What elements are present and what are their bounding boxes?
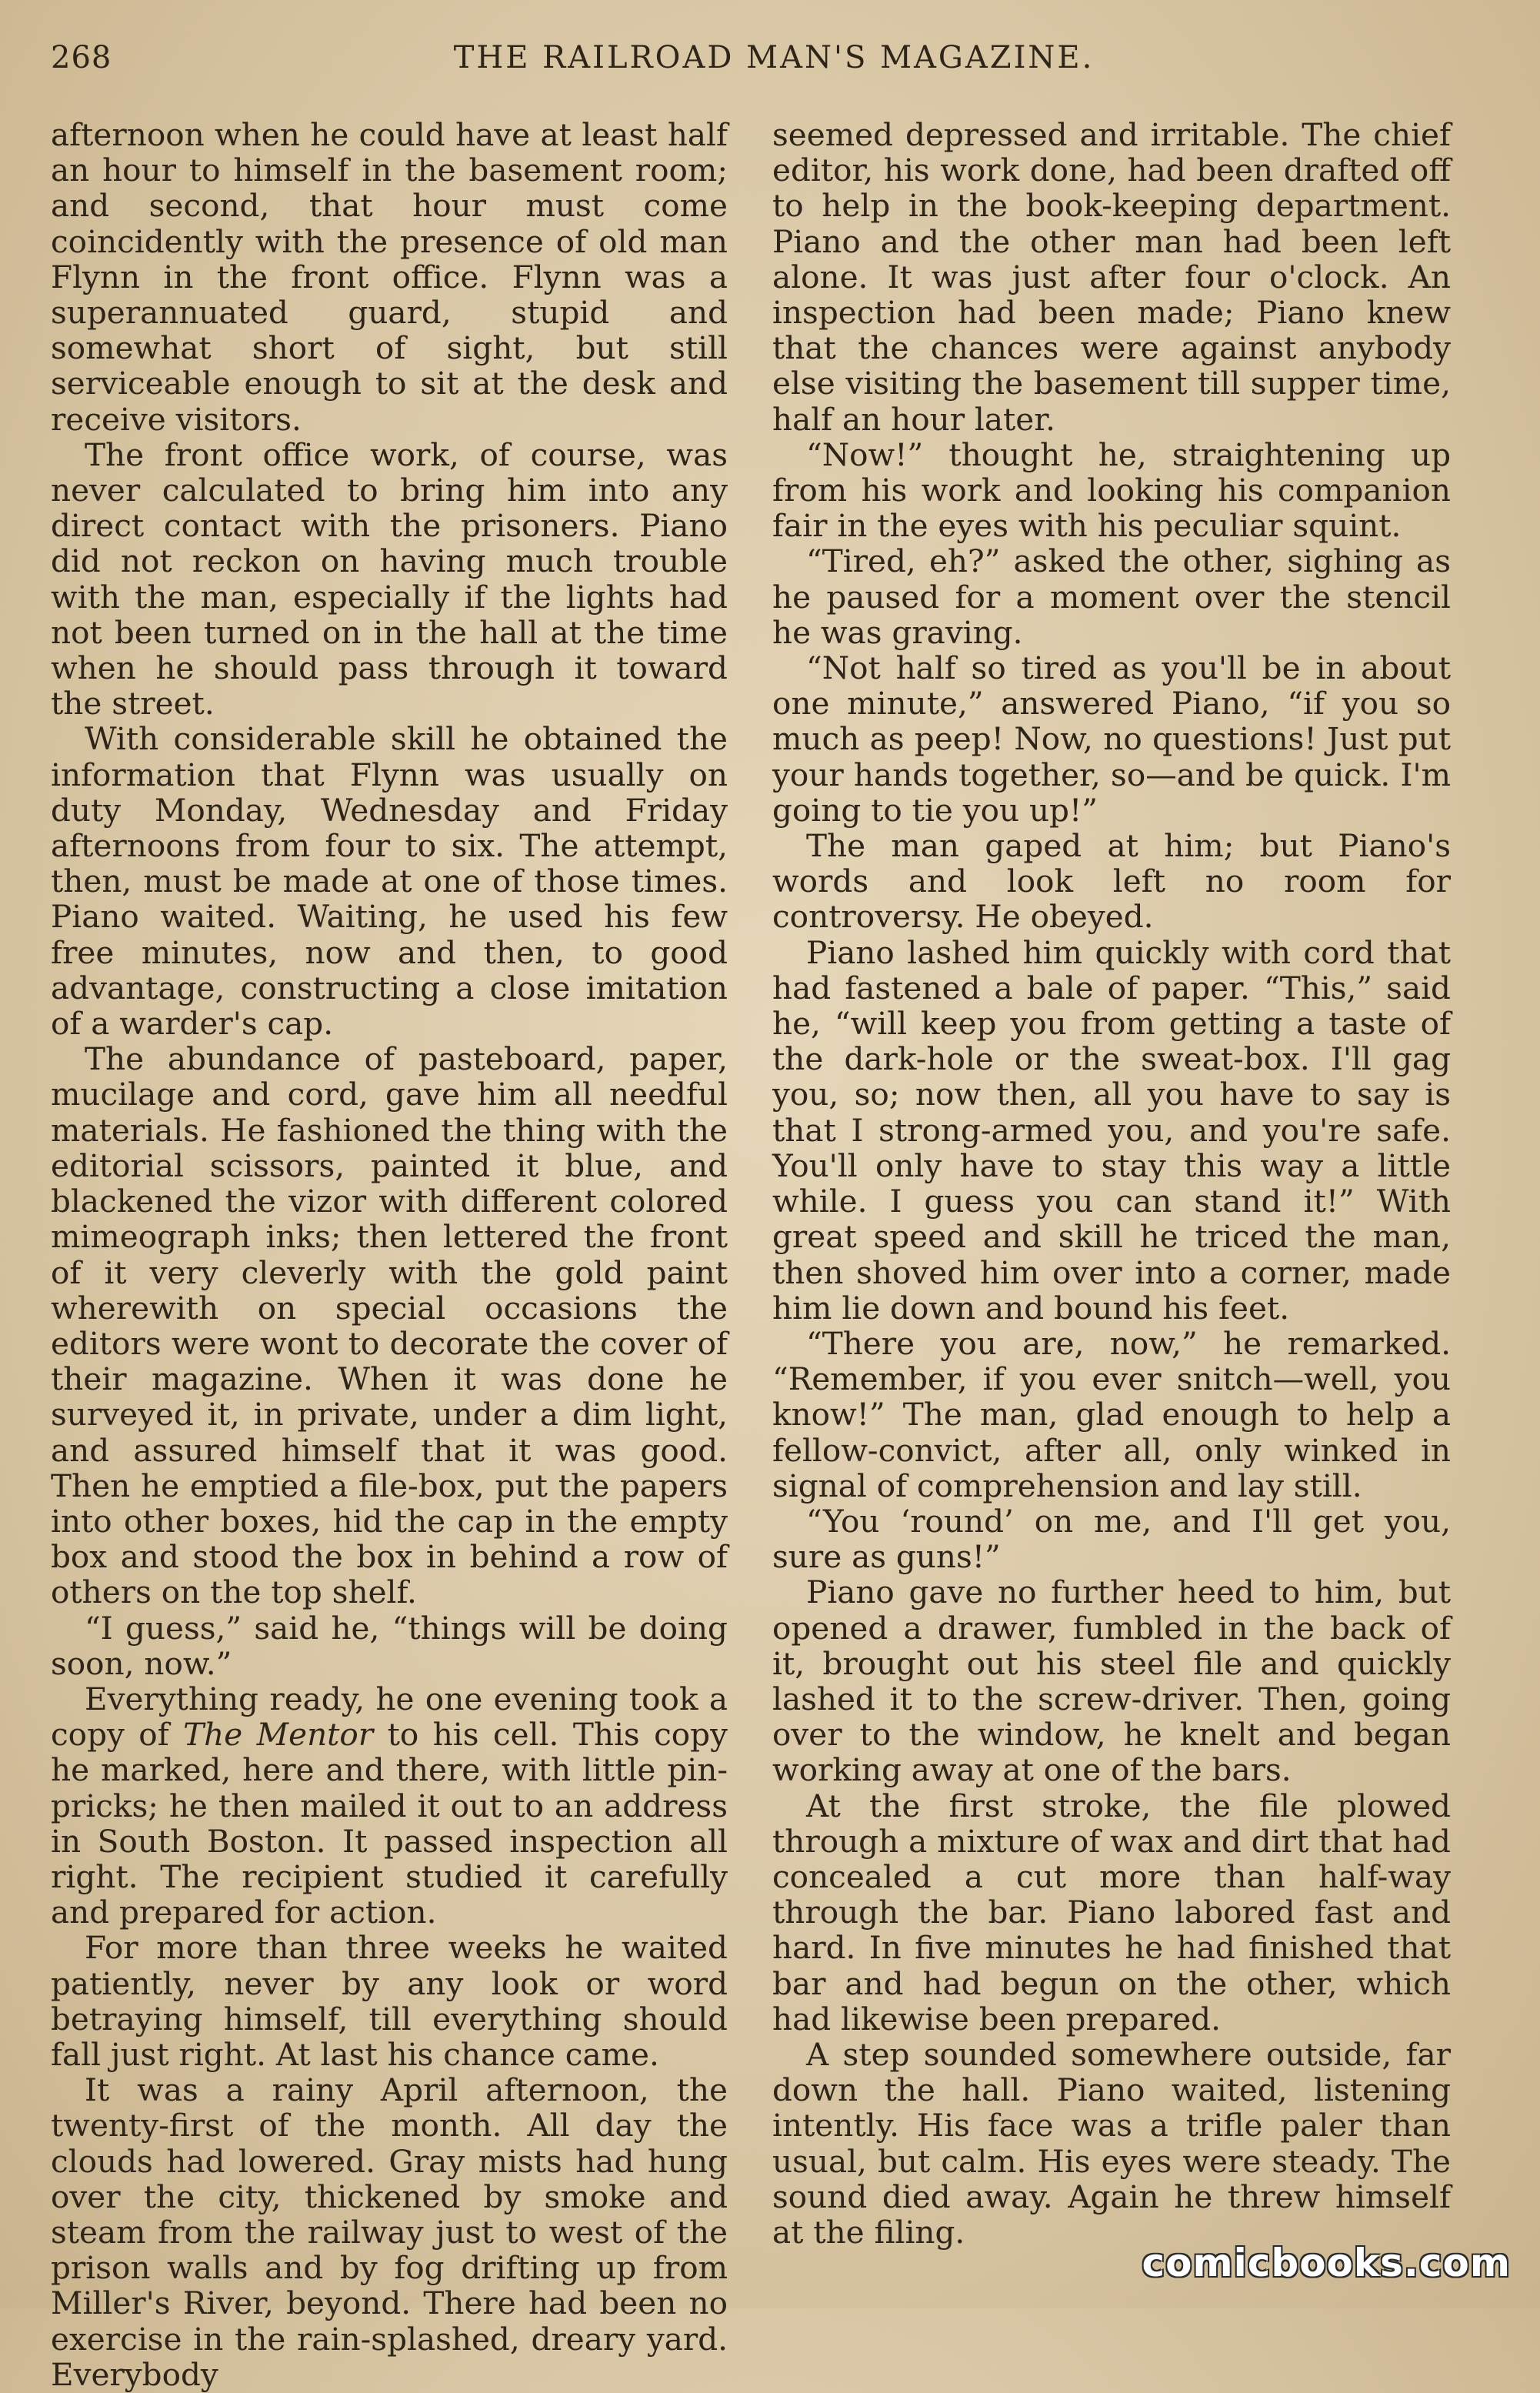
paragraph: “There you are, now,” he remarked. “Remember, if you ever snitch—well, you know!” The man, glad enough to help a fellow-convict, after all, only winked in signal of comprehension and lay still. [772,1324,1451,1504]
paragraph: At the first stroke, the file plowed through a mixture of wax and dirt that had concealed a cut more than half-way through the bar. Piano labored fast and hard. In five minutes he had finished that bar and had begun on the other, which had likewise been prepared. [772,1787,1451,2038]
paragraph: A step sounded somewhere outside, far down the hall. Piano waited, listening intently. His face was a trifle paler than usual, but calm. His eyes were steady. The sound died away. Again he threw himself at the filing. [772,2035,1451,2251]
magazine-title: The Mentor [183,1716,374,1754]
running-title: THE RAILROAD MAN'S MAGAZINE. [453,40,1095,75]
paragraph: The front office work, of course, was never calculated to bring him into any direct contact with the prisoners. Piano did not reckon on having much trouble with the man, especially if the lights had not been turned on in the hall at the time when he should pass through it toward the street. [51,436,728,723]
text-run: to his cell. This copy he marked, here and there, with little pin-pricks; he then mailed it out to an address in South Boston. It passed inspection all right. The recipient studied it carefully and prepared for action. [51,1716,728,1931]
paragraph: The abundance of pasteboard, paper, mucilage and cord, gave him all needful materials. He fashioned the thing with the editorial scissors, painted it blue, and blackened the vizor with different colored mimeograph inks; then lettered the front of it very cleverly with the gold paint wherewith on special occasions the editors were wont to decorate the cover of their magazine. When it was done he surveyed it, in private, under a dim light, and assured himself that it was good. Then he emptied a file-box, put the papers into other boxes, hid the cap in the empty box and stood the box in behind a row of others on the top shelf. [51,1040,728,1611]
paragraph: “Now!” thought he, straightening up from his work and looking his companion fair in the eyes with his peculiar squint. [772,436,1451,545]
paragraph: For more than three weeks he waited patiently, never by any look or word betraying himself, till everything should fall just right. At last his chance came. [51,1929,728,2073]
paragraph-mentor [51,1681,728,1930]
paragraph: “I guess,” said he, “things will be doing soon, now.” [51,1609,728,1682]
paragraph: “Not half so tired as you'll be in about one minute,” answered Piano, “if you so much as peep! Now, no questions! Just put your hands together, so—and be quick. I'm going to tie you up!” [772,649,1451,829]
left-column [51,117,728,2392]
paragraph: It was a rainy April afternoon, the twenty-first of the month. All day the clouds had lowered. Gray mists had hung over the city, thickened by smoke and steam from the railway just to west of the prison walls and by fog drifting up from Miller's River, beyond. There had been no exercise in the rain-splashed, dreary yard. Everybody [51,2071,728,2393]
paragraph: afternoon when he could have at least half an hour to himself in the basement room; and second, that hour must come coincidently with the presence of old man Flynn in the front office. Flynn was a superannuated guard, stupid and somewhat short of sight, but still serviceable enough to sit at the desk and receive visitors. [51,116,728,438]
paragraph: Piano lashed him quickly with cord that had fastened a bale of paper. “This,” said he, “will keep you from getting a taste of the dark-hole or the sweat-box. I'll gag you, so; now then, all you have to say is that I strong-armed you, and you're safe. You'll only have to stay this way a little while. I guess you can stand it!” With great speed and skill he triced the man, then shoved him over into a corner, made him lie down and bound his feet. [772,933,1451,1327]
paragraph: “Tired, eh?” asked the other, sighing as he paused for a moment over the stencil he was graving. [772,542,1451,651]
paragraph: The man gaped at him; but Piano's words and look left no room for controversy. He obeyed. [772,827,1451,936]
paragraph: “You ‘round’ on me, and I'll get you, sure as guns!” [772,1502,1451,1576]
text-run: Everything ready, he one evening took a copy of [51,1680,728,1754]
paragraph: With considerable skill he obtained the information that Flynn was usually on duty Monday, Wednesday and Friday afternoons from four to six. The attempt, then, must be made at one of those times. Piano waited. Waiting, he used his few free minutes, now and then, to good advantage, constructing a close imitation of a warder's cap. [51,720,728,1043]
watermark-logo: comicbooks.com [1142,2241,1511,2285]
paragraph: seemed depressed and irritable. The chief editor, his work done, had been drafted off to help in the book-keeping department. Piano and the other man had been left alone. It was just after four o'clock. An inspection had been made; Piano knew that the chances were against anybody else visiting the basement till supper time, half an hour later. [772,116,1451,438]
page-number: 268 [51,40,112,75]
page-header [51,40,1497,86]
right-column [772,117,1451,2250]
paragraph: Piano gave no further heed to him, but opened a drawer, fumbled in the back of it, brought out his steel file and quickly lashed it to the screw-driver. Then, going over to the window, he knelt and began working away at one of the bars. [772,1574,1451,1789]
